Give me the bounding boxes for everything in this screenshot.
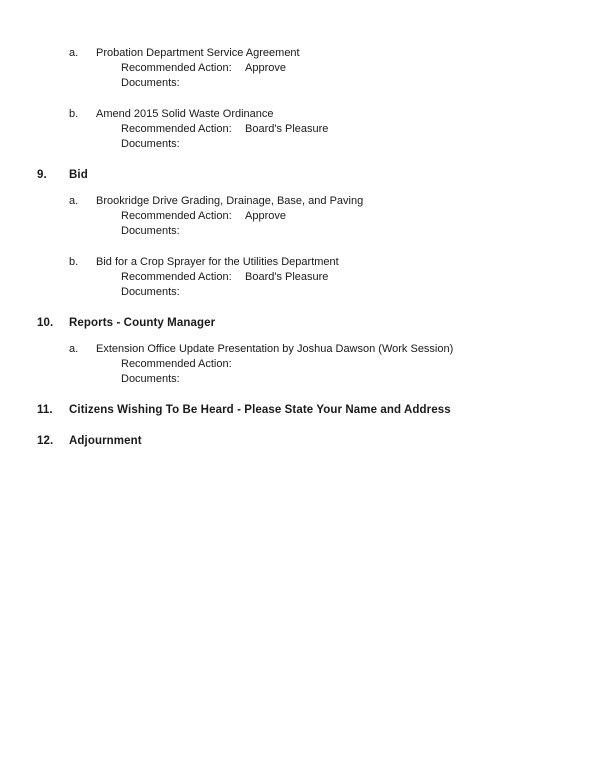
documents-row xyxy=(0,372,600,387)
subitem-title: Extension Office Update Presentation by Joshua Dawson (Work Session) xyxy=(96,343,454,355)
subitem-title: Amend 2015 Solid Waste Ordinance xyxy=(96,108,274,120)
subitem-title: Bid for a Crop Sprayer for the Utilities Department xyxy=(96,256,339,268)
recommended-action-row xyxy=(0,122,600,137)
recommended-action-label: Recommended Action: xyxy=(121,62,232,74)
documents-row xyxy=(0,137,600,152)
recommended-action-row xyxy=(0,357,600,372)
subitem-title: Brookridge Drive Grading, Drainage, Base, and Paving xyxy=(96,195,364,207)
recommended-action-label: Recommended Action: xyxy=(121,271,232,283)
recommended-action-value: Board's Pleasure xyxy=(245,123,329,135)
spacer xyxy=(0,300,600,316)
spacer xyxy=(0,331,600,342)
spacer xyxy=(0,183,600,194)
section-heading xyxy=(0,168,600,183)
spacer xyxy=(0,152,600,168)
agenda-subitem-heading xyxy=(0,194,600,209)
documents-label: Documents: xyxy=(121,77,180,89)
subitem-letter: a. xyxy=(69,343,79,355)
subitem-letter: b. xyxy=(69,108,79,120)
documents-label: Documents: xyxy=(121,373,180,385)
section-title: Bid xyxy=(69,169,88,181)
subitem-title: Probation Department Service Agreement xyxy=(96,47,300,59)
documents-row xyxy=(0,224,600,239)
subitem-letter: a. xyxy=(69,47,79,59)
agenda-subitem xyxy=(0,107,600,152)
recommended-action-row xyxy=(0,209,600,224)
documents-label: Documents: xyxy=(121,138,180,150)
subitem-letter: a. xyxy=(69,195,79,207)
section-title: Citizens Wishing To Be Heard - Please State Your Name and Address xyxy=(69,404,451,416)
section-number: 9. xyxy=(37,169,47,181)
spacer xyxy=(0,418,600,434)
agenda-subitem xyxy=(0,46,600,91)
section-number: 12. xyxy=(37,435,54,447)
agenda-subitem-heading xyxy=(0,342,600,357)
section-heading xyxy=(0,434,600,449)
documents-row xyxy=(0,285,600,300)
documents-label: Documents: xyxy=(121,286,180,298)
spacer xyxy=(0,387,600,403)
recommended-action-row xyxy=(0,61,600,76)
section-number: 11. xyxy=(37,404,53,416)
section-heading xyxy=(0,316,600,331)
recommended-action-value: Board's Pleasure xyxy=(245,271,329,283)
section-title: Adjournment xyxy=(69,435,142,447)
agenda-subitem xyxy=(0,194,600,239)
recommended-action-value: Approve xyxy=(245,210,286,222)
recommended-action-value: Approve xyxy=(245,62,286,74)
documents-label: Documents: xyxy=(121,225,180,237)
agenda-subitem xyxy=(0,255,600,300)
agenda-subitem-heading xyxy=(0,46,600,61)
section-heading xyxy=(0,403,600,418)
recommended-action-label: Recommended Action: xyxy=(121,210,232,222)
agenda-section-9 xyxy=(0,168,600,300)
subitem-letter: b. xyxy=(69,256,79,268)
documents-row xyxy=(0,76,600,91)
recommended-action-label: Recommended Action: xyxy=(121,123,232,135)
agenda-section-10 xyxy=(0,316,600,387)
agenda-subitem-heading xyxy=(0,255,600,270)
agenda-subitem-heading xyxy=(0,107,600,122)
agenda-subitem xyxy=(0,342,600,387)
recommended-action-row xyxy=(0,270,600,285)
section-number: 10. xyxy=(37,317,54,329)
spacer xyxy=(0,239,600,255)
agenda-section-11 xyxy=(0,403,600,418)
agenda-section-12 xyxy=(0,434,600,449)
section-title: Reports - County Manager xyxy=(69,317,216,329)
spacer xyxy=(0,91,600,107)
recommended-action-label: Recommended Action: xyxy=(121,358,232,370)
agenda-body xyxy=(0,46,600,449)
